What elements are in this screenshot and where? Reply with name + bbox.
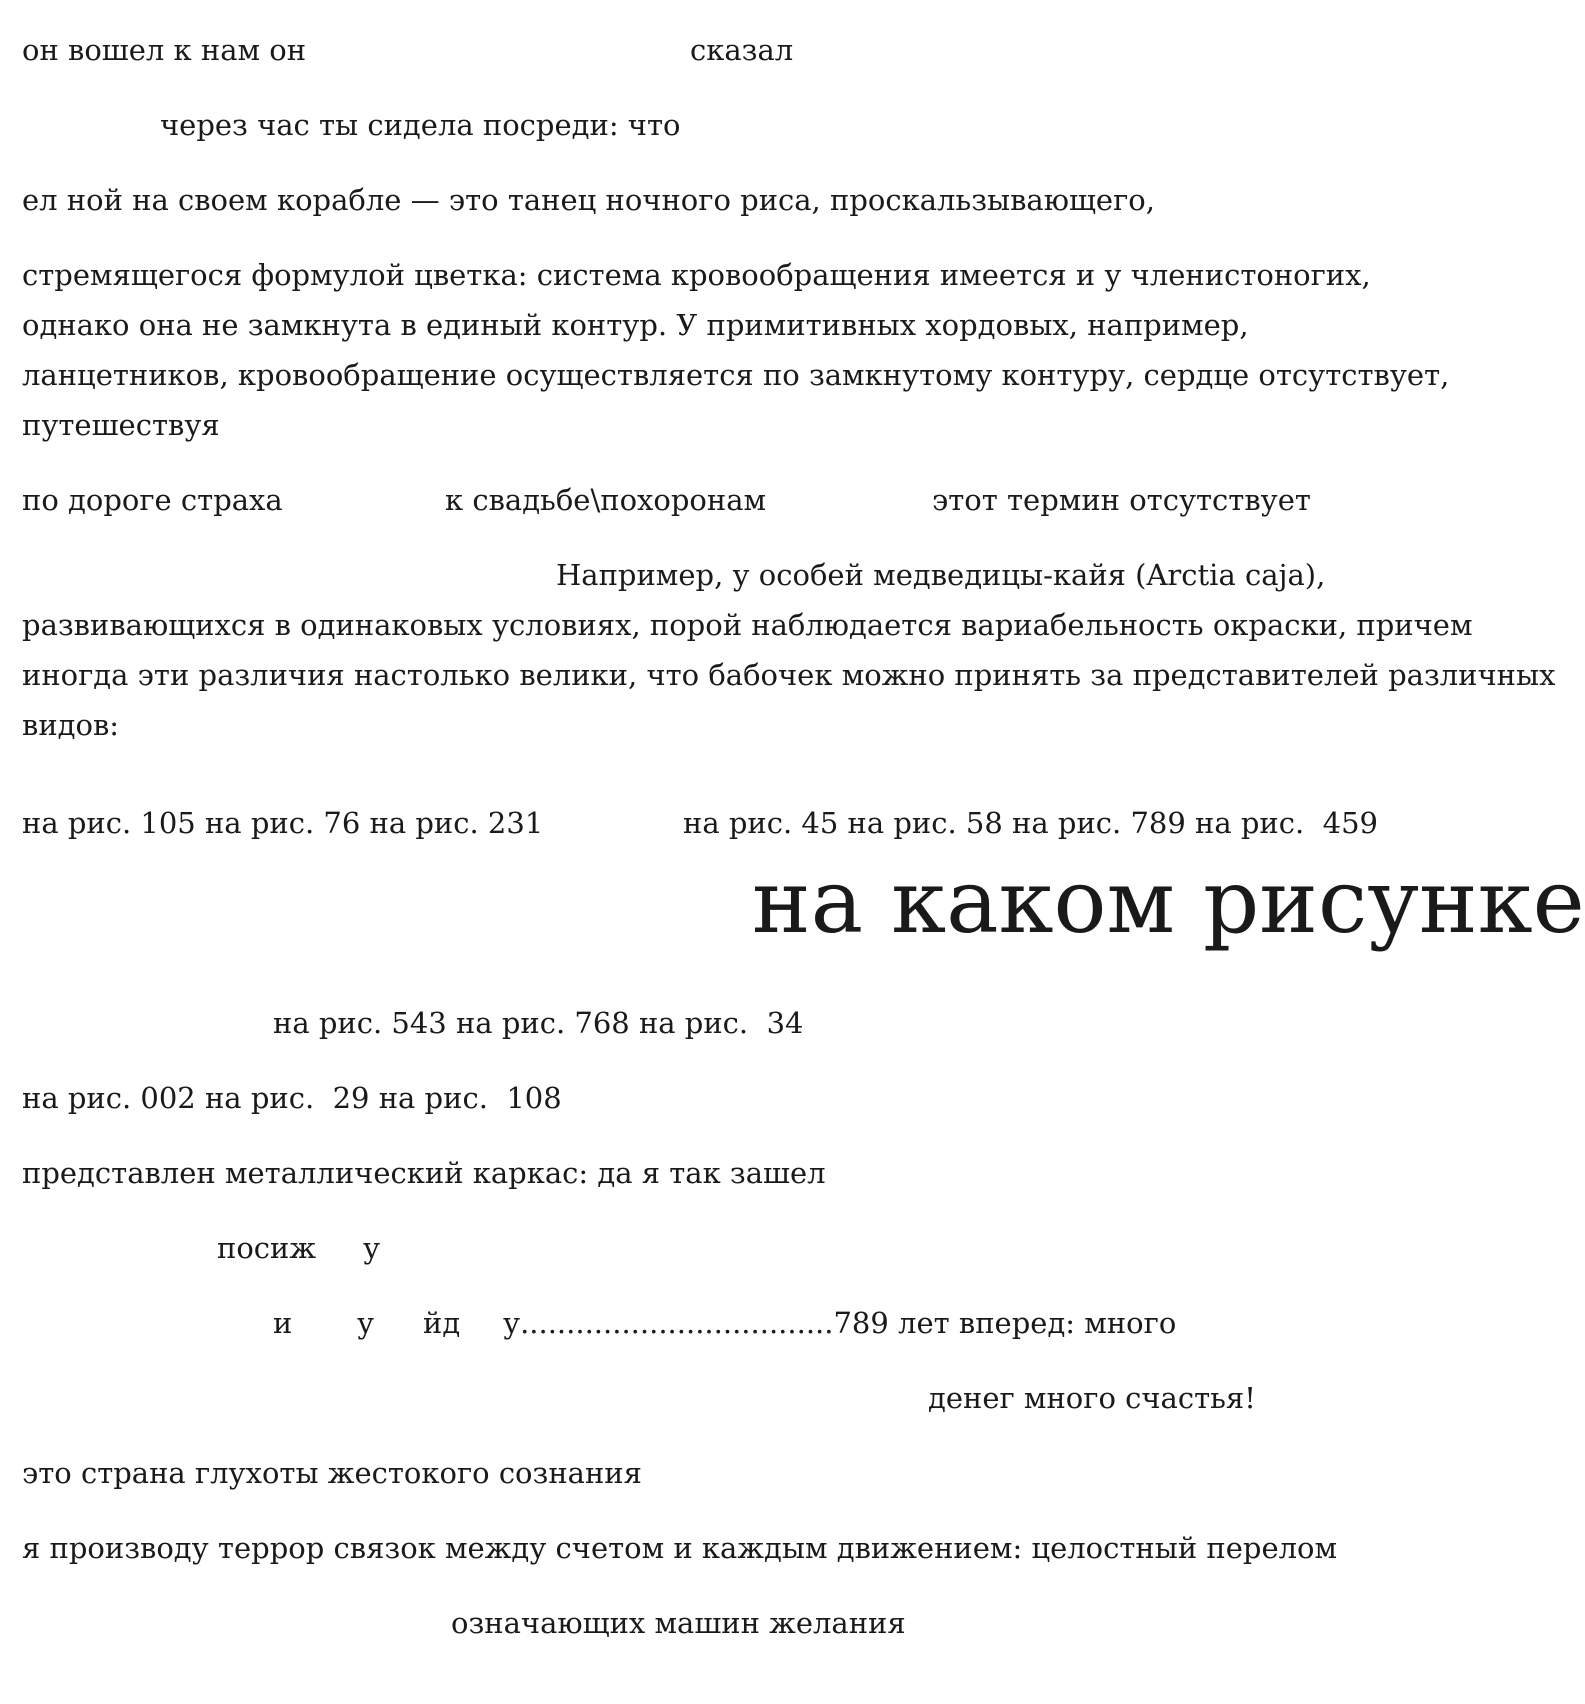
figure-refs-line-3: на рис. 002 на рис. 29 на рис. 108 (22, 1081, 562, 1115)
paragraph-1-line-1: стремящегося формулой цветка: система кровообращения имеется и у членистоногих, (22, 258, 1371, 292)
text-line-12: это страна глухоты жестокого сознания (22, 1456, 642, 1490)
text-line-4b: к свадьбе\похоронам (445, 483, 767, 517)
text-line-9a: посиж (217, 1231, 317, 1265)
paragraph-2-line-2: развивающихся в одинаковых условиях, порой наблюдается вариабельность окраски, причем (22, 608, 1473, 642)
text-line-9b: у (363, 1231, 381, 1265)
paragraph-2-line-3: иногда эти различия настолько велики, что бабочек можно принять за представителей различных (22, 658, 1556, 692)
text-line-10d: у..................................789 лет вперед: много (503, 1306, 1177, 1340)
large-heading: на каком рисунке (752, 850, 1585, 953)
text-line-4a: по дороге страха (22, 483, 283, 517)
text-line-10a: и (273, 1306, 293, 1340)
paragraph-2-line-4: видов: (22, 708, 120, 742)
paragraph-2-line-1: Например, у особей медведицы-кайя (Arctia caja), (556, 558, 1326, 592)
text-line-1b: сказал (690, 33, 794, 67)
paragraph-1-line-2: однако она не замкнута в единый контур. У примитивных хордовых, например, (22, 308, 1249, 342)
paragraph-1-line-4: путешествуя (22, 408, 220, 442)
figure-refs-line-2: на рис. 543 на рис. 768 на рис. 34 (273, 1006, 804, 1040)
text-line-14: означающих машин желания (451, 1606, 906, 1640)
figure-refs-line-1b: на рис. 45 на рис. 58 на рис. 789 на рис. 459 (683, 806, 1379, 840)
text-line-10c: йд (423, 1306, 461, 1340)
text-line-4c: этот термин отсутствует (932, 483, 1311, 517)
paragraph-1-line-3: ланцетников, кровообращение осуществляется по замкнутому контуру, сердце отсутствует, (22, 358, 1450, 392)
text-line-10b: у (357, 1306, 375, 1340)
text-line-8: представлен металлический каркас: да я так зашел (22, 1156, 826, 1190)
figure-refs-line-1a: на рис. 105 на рис. 76 на рис. 231 (22, 806, 544, 840)
text-line-2: через час ты сидела посреди: что (160, 108, 681, 142)
text-line-11: денег много счастья! (928, 1381, 1256, 1415)
text-line-13: я производу террор связок между счетом и каждым движением: целостный перелом (22, 1531, 1338, 1565)
text-line-1a: он вошел к нам он (22, 33, 307, 67)
text-line-3: ел ной на своем корабле — это танец ночного риса, проскальзывающего, (22, 183, 1155, 217)
